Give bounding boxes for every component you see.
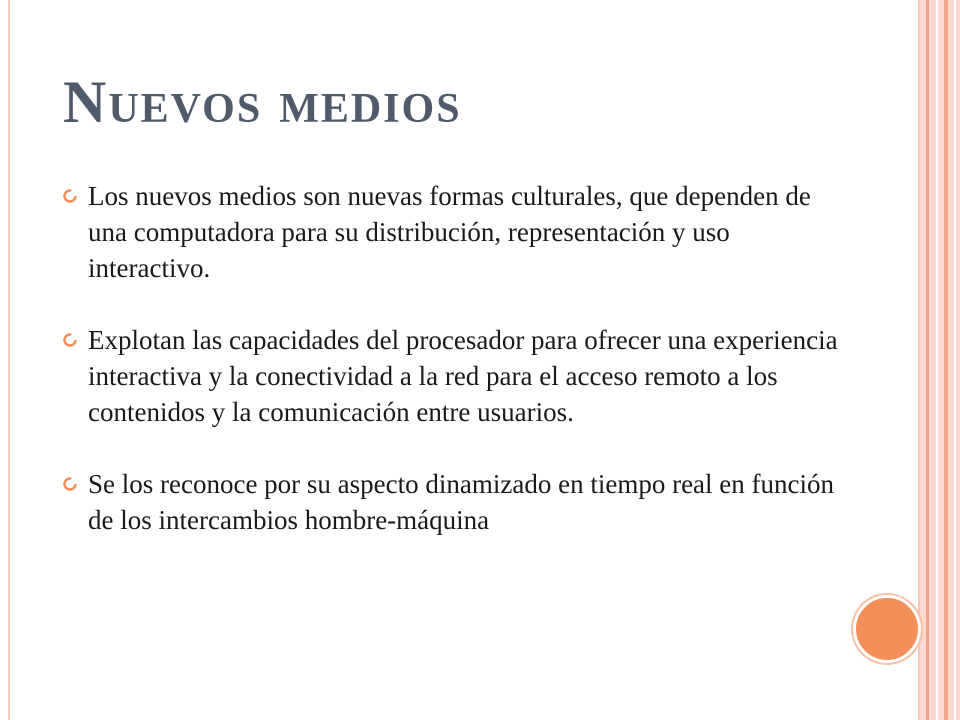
stripe xyxy=(944,0,948,720)
stripe xyxy=(954,0,956,720)
orange-ring-bullet-icon xyxy=(62,476,78,492)
orange-ring-bullet-icon xyxy=(62,332,78,348)
bullet-text: Se los reconoce por su aspecto dinamizado en tiempo real en función de los intercambios hombre-máquina xyxy=(88,469,834,535)
orange-ring-bullet-icon xyxy=(62,188,78,204)
bullet-item xyxy=(60,178,850,286)
bullet-text: Explotan las capacidades del procesador para ofrecer una experiencia interactiva y la conectividad a la red para el acceso remoto a los contenidos y la comunicación entre usuarios. xyxy=(88,325,838,427)
stripe xyxy=(926,0,929,720)
bullet-list xyxy=(60,178,850,574)
slide-title: Nuevos medios xyxy=(63,69,462,135)
stripe xyxy=(936,0,938,720)
accent-circle xyxy=(853,595,921,663)
bullet-text: Los nuevos medios son nuevas formas culturales, que dependen de una computadora para su distribución, representación y uso interactivo. xyxy=(88,181,811,283)
decorative-stripes xyxy=(920,0,960,720)
bullet-item xyxy=(60,466,850,538)
bullet-item xyxy=(60,322,850,430)
